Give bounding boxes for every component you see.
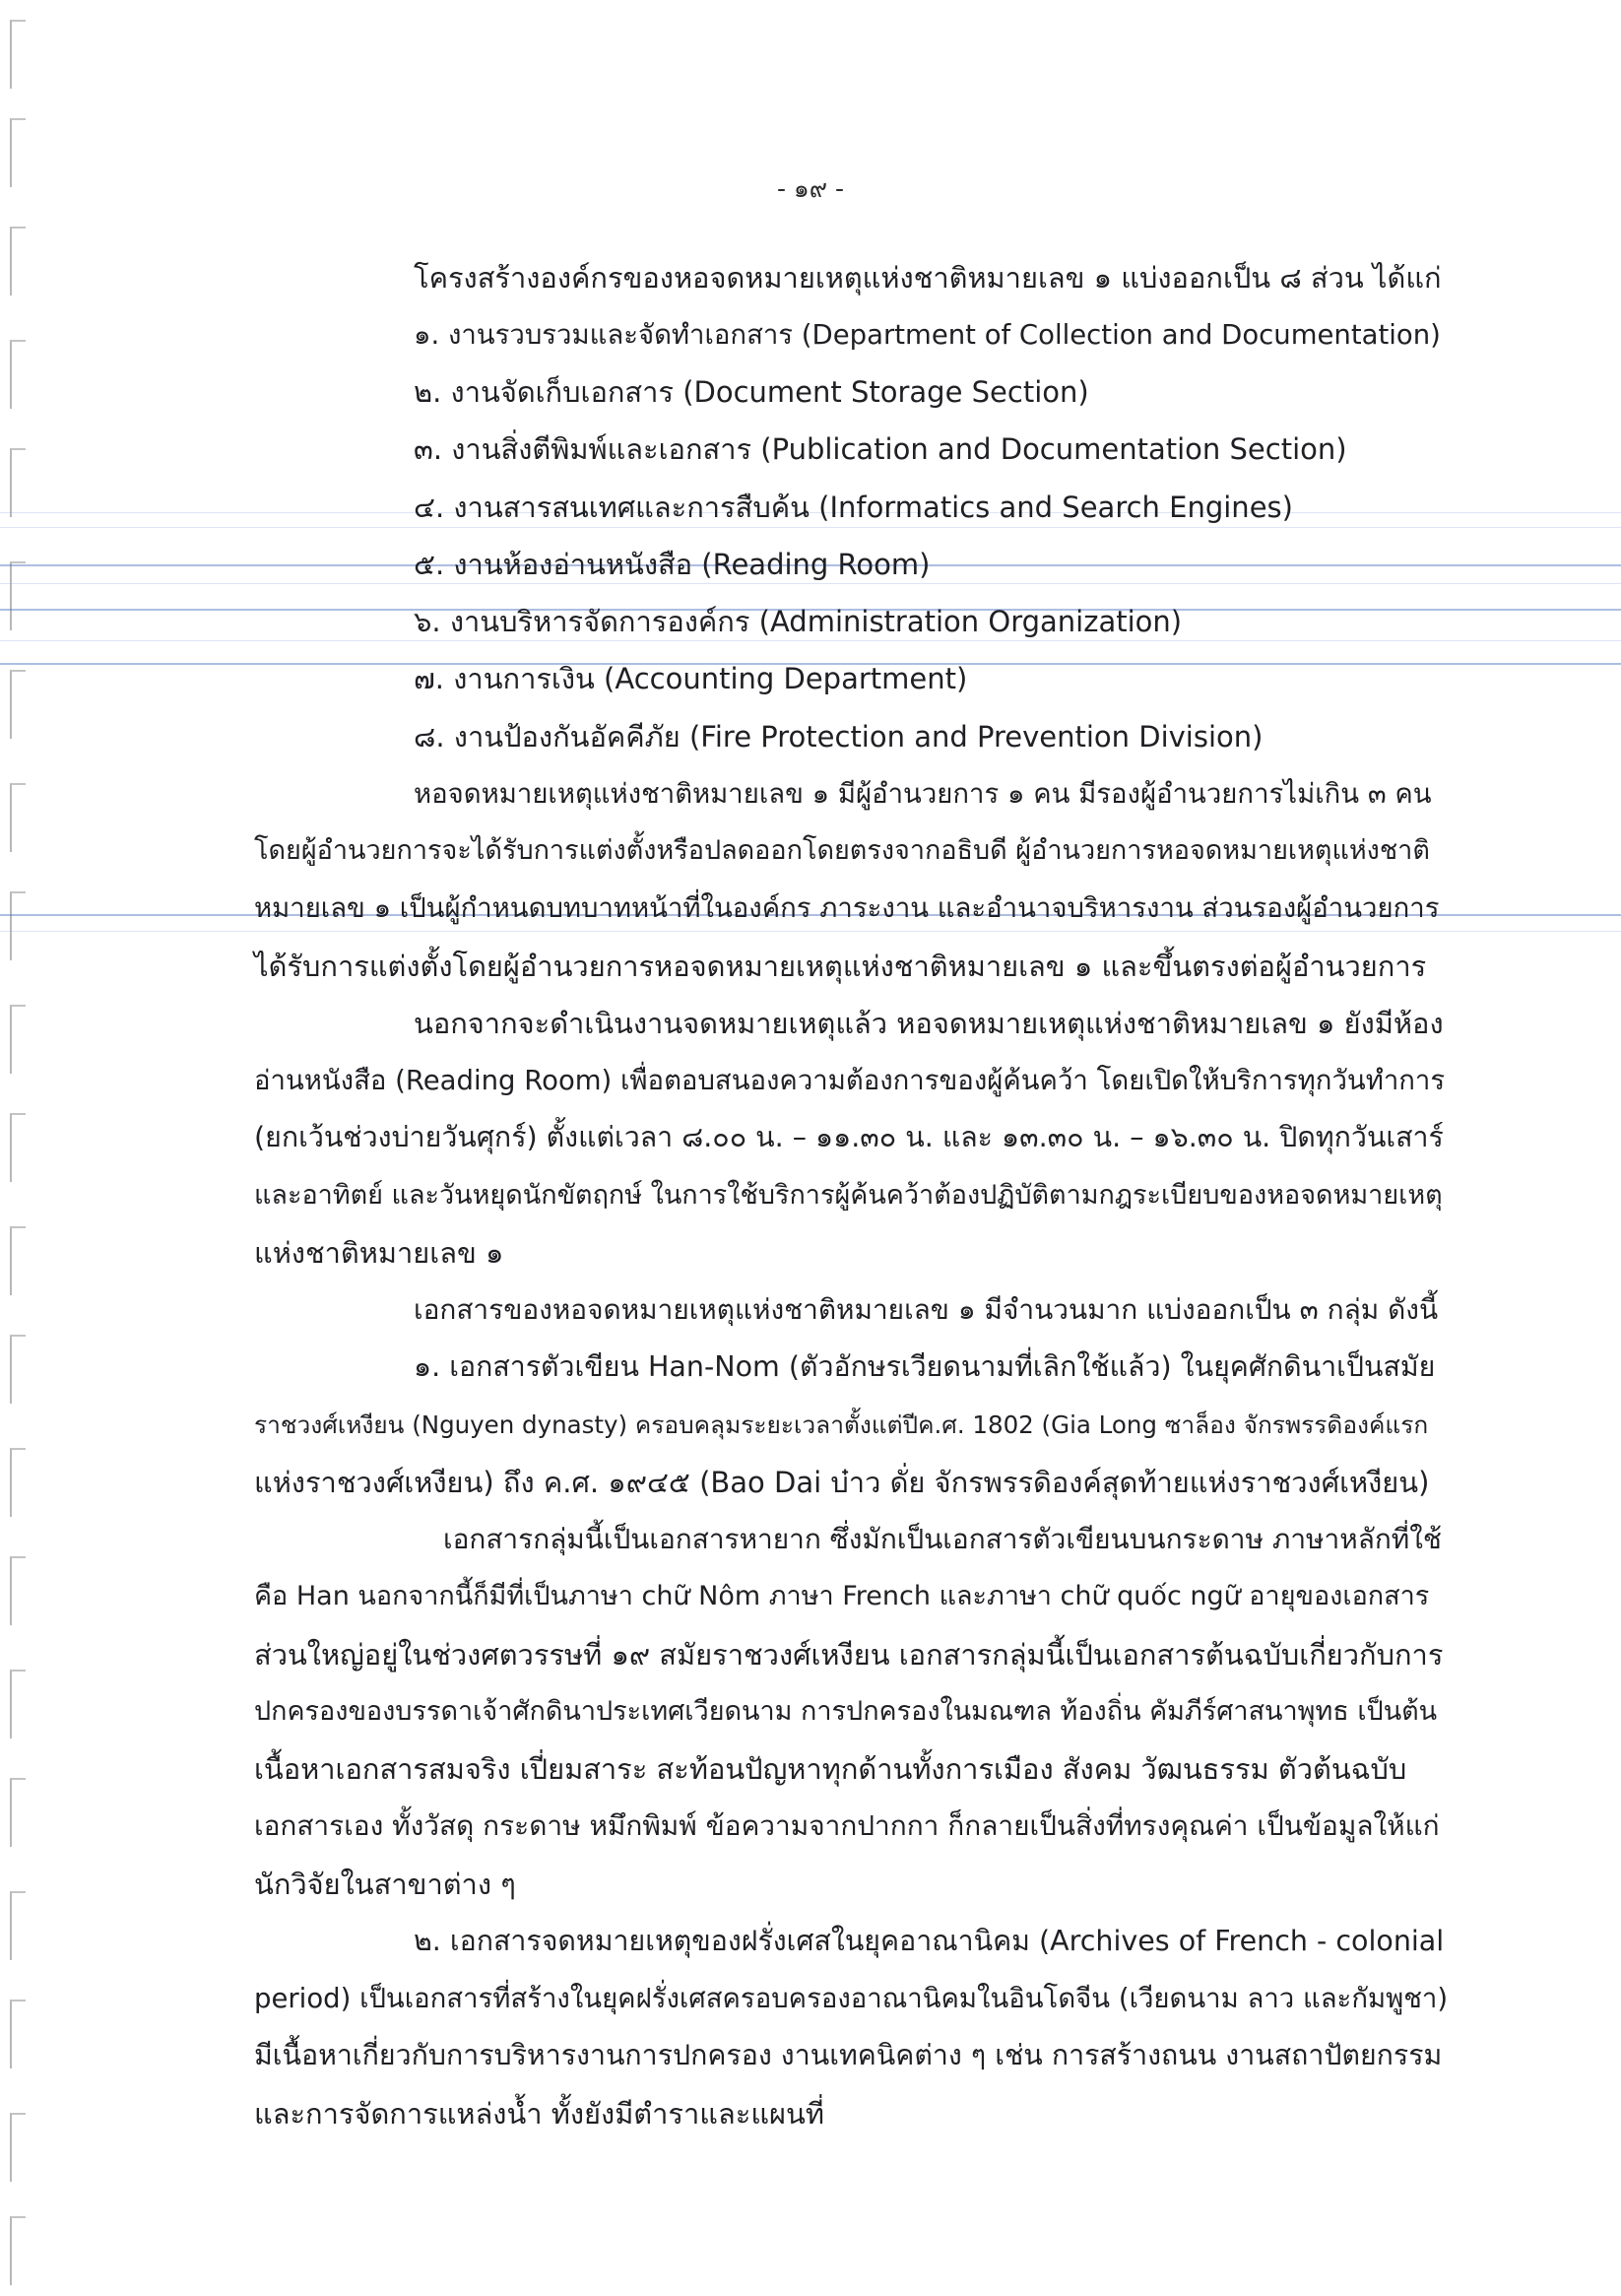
binder-hole-mark	[10, 783, 26, 852]
text-line: โดยผู้อำนวยการจะได้รับการแต่งตั้งหรือปลดออกโดยตรงจากอธิบดี ผู้อำนวยการหอจดหมายเหตุแห่งชาติ	[254, 835, 1430, 866]
text-line: ๑. งานรวบรวมและจัดทำเอกสาร (Department of Collection and Documentation)	[414, 319, 1441, 351]
text-line: หมายเลข ๑ เป็นผู้กำหนดบทบาทหน้าที่ในองค์กร ภาระงาน และอำนาจบริหารงาน ส่วนรองผู้อำนวยการ	[254, 892, 1440, 924]
binder-hole-mark	[10, 340, 26, 409]
text-line: และการจัดการแหล่งน้ำ ทั้งยังมีตำราและแผนที่	[254, 2097, 824, 2131]
text-line: เอกสารกลุ่มนี้เป็นเอกสารหายาก ซึ่งมักเป็นเอกสารตัวเขียนบนกระดาษ ภาษาหลักที่ใช้	[443, 1523, 1442, 1555]
binder-hole-mark	[10, 1556, 26, 1625]
binder-hole-mark	[10, 1891, 26, 1960]
binder-hole-mark	[10, 561, 26, 630]
text-line: ราชวงศ์เหงียน (Nguyen dynasty) ครอบคลุมระยะเวลาตั้งแต่ปีค.ศ. 1802 (Gia Long ซาล็อง จักรพรรดิองค์แรก	[254, 1410, 1429, 1439]
binder-hole-mark	[10, 1448, 26, 1517]
binder-hole-mark	[10, 1778, 26, 1847]
text-line: period) เป็นเอกสารที่สร้างในยุคฝรั่งเศสครอบครองอาณานิคมในอินโดจีน (เวียดนาม ลาว และกัมพูชา)	[254, 1983, 1449, 2014]
text-line: ๖. งานบริหารจัดการองค์กร (Administration Organization)	[414, 605, 1183, 638]
text-line: เนื้อหาเอกสารสมจริง เปี่ยมสาระ สะท้อนปัญหาทุกด้านทั้งการเมือง สังคม วัฒนธรรม ตัวต้นฉบับ	[254, 1752, 1407, 1786]
binder-hole-mark	[10, 1226, 26, 1295]
text-line: ๓. งานสิ่งตีพิมพ์และเอกสาร (Publication and Documentation Section)	[414, 432, 1347, 466]
text-line: ๒. งานจัดเก็บเอกสาร (Document Storage Section)	[414, 375, 1089, 409]
binder-hole-mark	[10, 448, 26, 517]
binder-hole-mark	[10, 1335, 26, 1404]
binder-hole-mark	[10, 1113, 26, 1182]
text-line: ได้รับการแต่งตั้งโดยผู้อำนวยการหอจดหมายเหตุแห่งชาติหมายเลข ๑ และขึ้นตรงต่อผู้อำนวยการ	[254, 950, 1427, 983]
text-line: เอกสารเอง ทั้งวัสดุ กระดาษ หมึกพิมพ์ ข้อความจากปากกา ก็กลายเป็นสิ่งที่ทรงคุณค่า เป็นข้อมูลให้แก่	[254, 1809, 1440, 1842]
text-line: ๔. งานสารสนเทศและการสืบค้น (Informatics and Search Engines)	[414, 491, 1293, 524]
binder-hole-mark	[10, 891, 26, 960]
text-line: อ่านหนังสือ (Reading Room) เพื่อตอบสนองความต้องการของผู้ค้นคว้า โดยเปิดให้บริการทุกวันทำการ	[254, 1065, 1446, 1096]
text-line: ๑. เอกสารตัวเขียน Han-Nom (ตัวอักษรเวียดนามที่เลิกใช้แล้ว) ในยุคศักดินาเป็นสมัย	[414, 1350, 1436, 1383]
text-line: ๘. งานป้องกันอัคคีภัย (Fire Protection and Prevention Division)	[414, 720, 1264, 754]
binder-hole-mark	[10, 227, 26, 295]
text-line: ส่วนใหญ่อยู่ในช่วงศตวรรษที่ ๑๙ สมัยราชวงศ์เหงียน เอกสารกลุ่มนี้เป็นเอกสารต้นฉบับเกี่ยวกับการ	[254, 1638, 1444, 1672]
text-line: คือ Han นอกจากนี้ก็มีที่เป็นภาษา chữ Nôm ภาษา French และภาษา chữ quốc ngữ อายุของเอกสาร	[254, 1581, 1430, 1611]
page-number: - ๑๙ -	[776, 174, 845, 203]
binder-hole-mark	[10, 1670, 26, 1738]
text-line: ๗. งานการเงิน (Accounting Department)	[414, 662, 968, 695]
scan-streak	[0, 931, 1621, 932]
text-line: มีเนื้อหาเกี่ยวกับการบริหารงานการปกครอง งานเทคนิคต่าง ๆ เช่น การสร้างถนน งานสถาปัตยกรรม	[254, 2039, 1443, 2071]
binder-hole-mark	[10, 2113, 26, 2182]
text-line: แห่งราชวงศ์เหงียน) ถึง ค.ศ. ๑๙๔๕ (Bao Dai บ๋าว ดั่ย จักรพรรดิองค์สุดท้ายแห่งราชวงศ์เหงียน)	[254, 1466, 1430, 1499]
text-line: (ยกเว้นช่วงบ่ายวันศุกร์) ตั้งแต่เวลา ๘.๐๐ น. – ๑๑.๓๐ น. และ ๑๓.๓๐ น. – ๑๖.๓๐ น. ปิดทุกวันเสาร์	[254, 1121, 1444, 1153]
text-line: นักวิจัยในสาขาต่าง ๆ	[254, 1868, 516, 1901]
text-line: และอาทิตย์ และวันหยุดนักขัตฤกษ์ ในการใช้บริการผู้ค้นคว้าต้องปฏิบัติตามกฎระเบียบของหอจดหมายเหตุ	[254, 1180, 1443, 1211]
binder-hole-mark	[10, 20, 26, 89]
scan-streak	[0, 527, 1621, 528]
binder-hole-mark	[10, 2216, 26, 2285]
text-line: ๕. งานห้องอ่านหนังสือ (Reading Room)	[414, 548, 931, 581]
text-line: เอกสารของหอจดหมายเหตุแห่งชาติหมายเลข ๑ มีจำนวนมาก แบ่งออกเป็น ๓ กลุ่ม ดังนี้	[414, 1293, 1439, 1326]
text-line: ปกครองของบรรดาเจ้าศักดินาประเทศเวียดนาม การปกครองในมณฑล ท้องถิ่น คัมภีร์ศาสนาพุทธ เป็นต้น	[254, 1696, 1438, 1727]
text-line: หอจดหมายเหตุแห่งชาติหมายเลข ๑ มีผู้อำนวยการ ๑ คน มีรองผู้อำนวยการไม่เกิน ๓ คน	[414, 778, 1432, 810]
text-line: โครงสร้างองค์กรของหอจดหมายเหตุแห่งชาติหมายเลข ๑ แบ่งออกเป็น ๘ ส่วน ได้แก่	[414, 261, 1442, 295]
text-line: แห่งชาติหมายเลข ๑	[254, 1236, 504, 1270]
binder-hole-mark	[10, 670, 26, 739]
binder-hole-mark	[10, 2000, 26, 2068]
text-line: นอกจากจะดำเนินงานจดหมายเหตุแล้ว หอจดหมายเหตุแห่งชาติหมายเลข ๑ ยังมีห้อง	[414, 1007, 1444, 1040]
text-line: ๒. เอกสารจดหมายเหตุของฝรั่งเศสในยุคอาณานิคม (Archives of French - colonial	[414, 1925, 1445, 1957]
binder-hole-mark	[10, 1005, 26, 1074]
